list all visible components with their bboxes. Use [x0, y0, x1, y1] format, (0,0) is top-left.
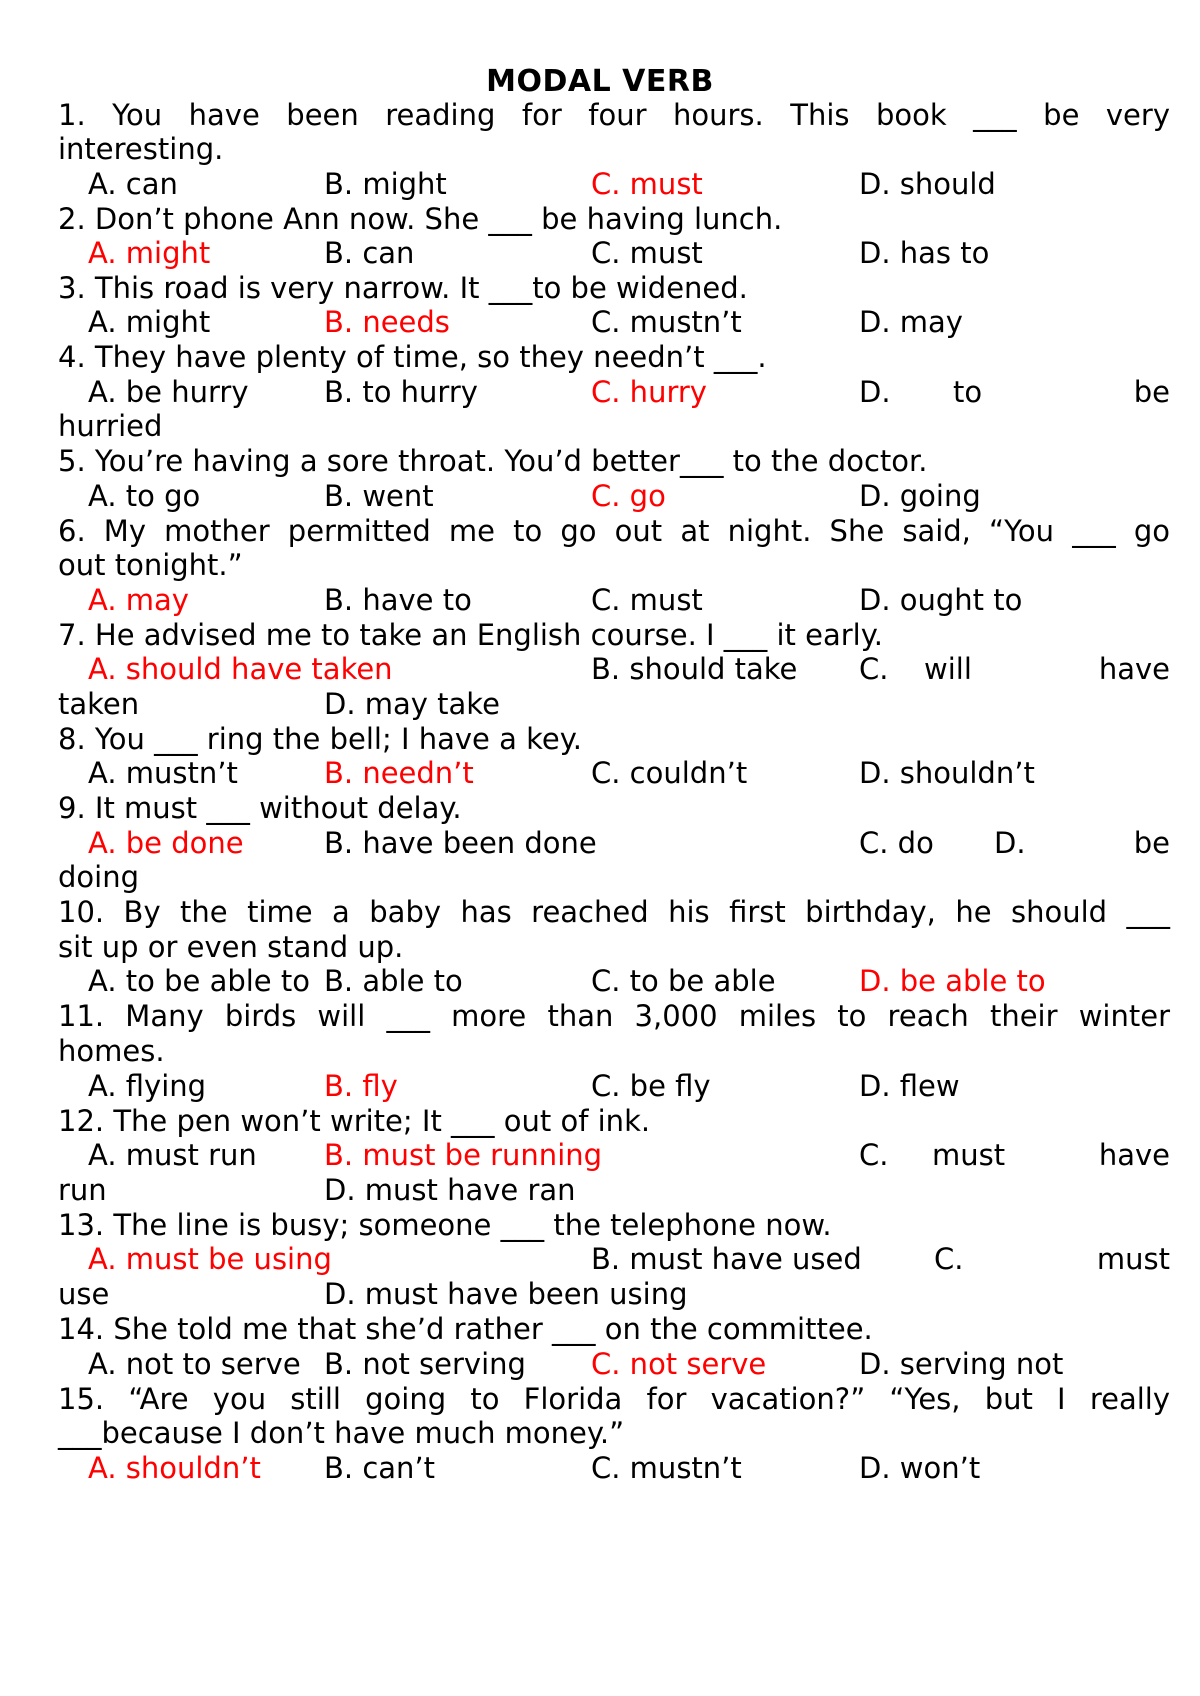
page-title: MODAL VERB: [486, 64, 714, 99]
question-15-stem: 15. “Are you still going to Florida for vacation?” “Yes, but I really: [58, 1382, 1170, 1416]
option-d: D. should: [859, 167, 996, 201]
option-b-answer: B. needn’t: [324, 756, 474, 790]
question-15-options: [58, 1449, 1170, 1487]
option-c-word: have: [1098, 1138, 1170, 1172]
option-c: C. couldn’t: [591, 756, 748, 790]
option-c-answer: C. go: [591, 479, 666, 513]
question-13-options-cont: [58, 1275, 1170, 1313]
option-c: C. do: [859, 826, 934, 860]
option-d-word: to: [953, 375, 983, 409]
question-8-stem: 8. You ___ ring the bell; I have a key.: [58, 722, 582, 756]
option-d: D. serving not: [859, 1347, 1064, 1381]
question-7-stem: 7. He advised me to take an English course. I ___ it early.: [58, 618, 883, 652]
option-a: A. mustn’t: [88, 756, 238, 790]
question-11-options: [58, 1067, 1170, 1105]
question-4-stem: 4. They have plenty of time, so they needn’t ___.: [58, 340, 767, 374]
option-a: A. flying: [88, 1069, 207, 1103]
option-b: B. should take: [591, 652, 798, 686]
option-a-answer: A. might: [88, 236, 211, 270]
question-9-options-cont: doing: [58, 860, 139, 894]
option-d: D. shouldn’t: [859, 756, 1035, 790]
option-a: A. must run: [88, 1138, 257, 1172]
question-8-options: [58, 754, 1170, 792]
option-a-answer: A. shouldn’t: [88, 1451, 261, 1485]
option-c: C.: [859, 1138, 889, 1172]
option-a-answer: A. may: [88, 583, 189, 617]
question-14-options: [58, 1345, 1170, 1383]
question-5-options: [58, 477, 1170, 515]
option-b: B. not serving: [324, 1347, 526, 1381]
option-c-word: have: [1098, 652, 1170, 686]
option-b: B. can’t: [324, 1451, 436, 1485]
question-9-stem: 9. It must ___ without delay.: [58, 791, 462, 825]
option-b: B. to hurry: [324, 375, 478, 409]
question-7-options: [58, 650, 1170, 688]
question-6-stem: 6. My mother permitted me to go out at night. She said, “You ___ go: [58, 514, 1170, 548]
option-b: B. have to: [324, 583, 472, 617]
option-d: D. has to: [859, 236, 990, 270]
question-7-options-cont: [58, 685, 1170, 723]
option-d-word: be: [1133, 375, 1170, 409]
question-12-options: [58, 1136, 1170, 1174]
option-c-word: must: [1096, 1242, 1170, 1276]
option-d: D.: [994, 826, 1026, 860]
option-c-answer: C. must: [591, 167, 703, 201]
question-6-options: [58, 581, 1170, 619]
option-c: C. mustn’t: [591, 1451, 742, 1485]
question-2-options: [58, 234, 1170, 272]
question-13-options: [58, 1240, 1170, 1278]
option-c: C. be fly: [591, 1069, 711, 1103]
option-c: C. must: [591, 236, 703, 270]
option-a: A. might: [88, 305, 211, 339]
question-1-options: [58, 165, 1170, 203]
option-d: D. must have ran: [324, 1173, 576, 1207]
option-d-answer: D. be able to: [859, 964, 1046, 998]
question-2-stem: 2. Don’t phone Ann now. She ___ be having lunch.: [58, 202, 783, 236]
option-b: B. went: [324, 479, 434, 513]
question-15-stem-cont: ___because I don’t have much money.”: [58, 1416, 625, 1450]
question-5-stem: 5. You’re having a sore throat. You’d better___ to the doctor.: [58, 444, 928, 478]
option-d: D. flew: [859, 1069, 960, 1103]
option-a-answer: A. should have taken: [88, 652, 393, 686]
option-c-word: must: [932, 1138, 1006, 1172]
option-d: D. must have been using: [324, 1277, 688, 1311]
option-b-answer: B. needs: [324, 305, 450, 339]
question-10-options: [58, 962, 1170, 1000]
question-10-stem-cont: sit up or even stand up.: [58, 930, 404, 964]
option-c: C. to be able: [591, 964, 776, 998]
option-d: D. ought to: [859, 583, 1023, 617]
question-9-options: [58, 824, 1170, 862]
option-c: C. must: [591, 583, 703, 617]
option-c-word: run: [58, 1173, 107, 1207]
question-12-options-cont: [58, 1171, 1170, 1209]
option-a: A. be hurry: [88, 375, 249, 409]
option-a-answer: A. must be using: [88, 1242, 332, 1276]
question-1-stem-cont: interesting.: [58, 132, 224, 166]
option-c-answer: C. not serve: [591, 1347, 767, 1381]
option-c: C.: [859, 652, 889, 686]
option-c-word: will: [924, 652, 972, 686]
option-b: B. have been done: [324, 826, 597, 860]
option-a: A. to go: [88, 479, 201, 513]
option-d: D. won’t: [859, 1451, 981, 1485]
question-6-stem-cont: out tonight.”: [58, 548, 243, 582]
question-11-stem-cont: homes.: [58, 1034, 165, 1068]
option-a: A. can: [88, 167, 178, 201]
question-14-stem: 14. She told me that she’d rather ___ on the committee.: [58, 1312, 873, 1346]
option-a: A. to be able to: [88, 964, 310, 998]
option-c-answer: C. hurry: [591, 375, 707, 409]
option-c-word: taken: [58, 687, 140, 721]
option-c-word: use: [58, 1277, 110, 1311]
option-b: B. can: [324, 236, 415, 270]
option-a-answer: A. be done: [88, 826, 244, 860]
option-b: B. must have used: [591, 1242, 862, 1276]
option-d: D. may take: [324, 687, 500, 721]
question-13-stem: 13. The line is busy; someone ___ the telephone now.: [58, 1208, 832, 1242]
option-d: D. may: [859, 305, 963, 339]
option-a: A. not to serve: [88, 1347, 301, 1381]
question-10-stem: 10. By the time a baby has reached his first birthday, he should ___: [58, 895, 1170, 929]
option-d: D. going: [859, 479, 981, 513]
question-11-stem: 11. Many birds will ___ more than 3,000 miles to reach their winter: [58, 999, 1170, 1033]
option-c: C. mustn’t: [591, 305, 742, 339]
option-c: C.: [934, 1242, 964, 1276]
option-d: D.: [859, 375, 891, 409]
question-4-options: [58, 373, 1170, 411]
option-b-answer: B. fly: [324, 1069, 398, 1103]
option-b-answer: B. must be running: [324, 1138, 603, 1172]
option-b: B. might: [324, 167, 447, 201]
question-3-stem: 3. This road is very narrow. It ___to be widened.: [58, 271, 748, 305]
question-4-options-cont: hurried: [58, 409, 163, 443]
question-12-stem: 12. The pen won’t write; It ___ out of ink.: [58, 1104, 651, 1138]
option-d-word: be: [1133, 826, 1170, 860]
question-3-options: [58, 303, 1170, 341]
question-1-stem: 1. You have been reading for four hours. This book ___ be very: [58, 98, 1170, 132]
option-b: B. able to: [324, 964, 463, 998]
